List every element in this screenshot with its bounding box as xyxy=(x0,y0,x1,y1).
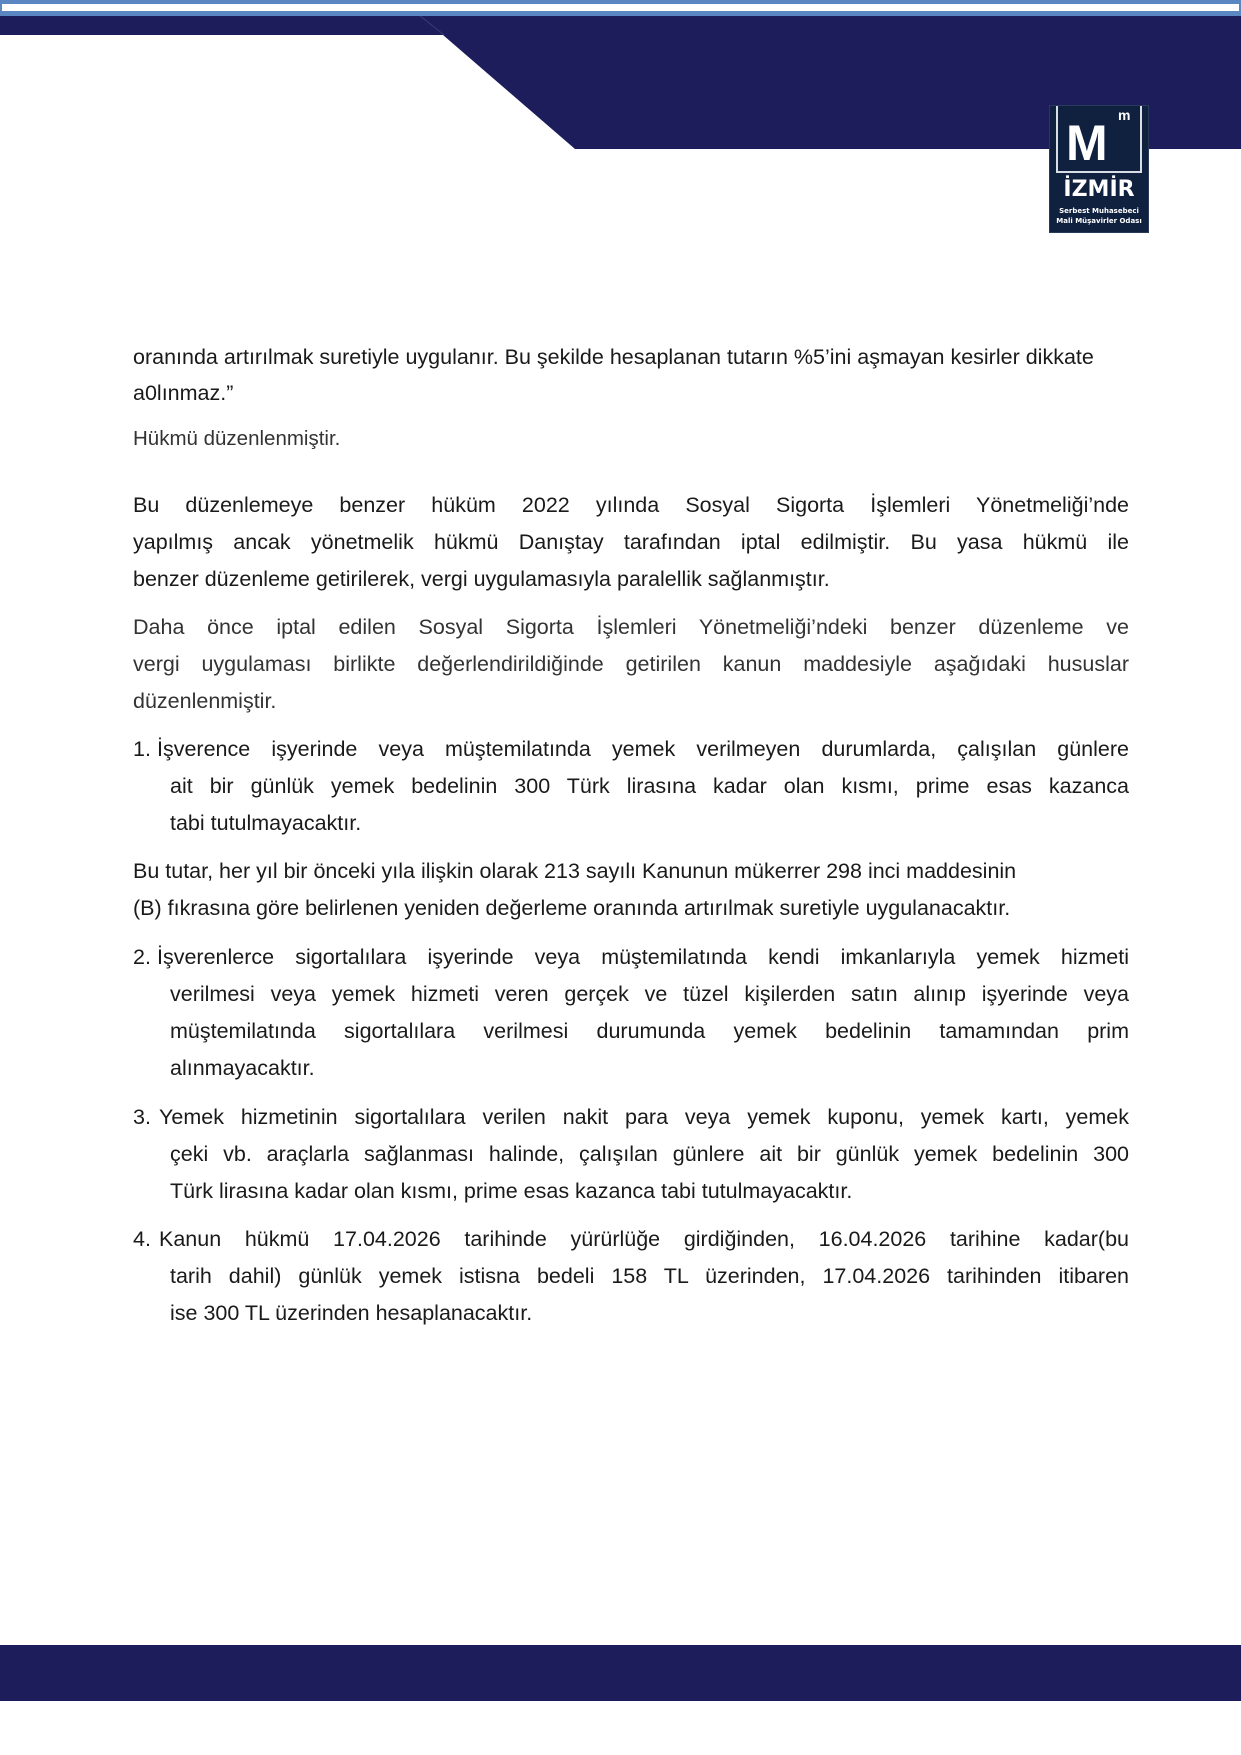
quote-line-1: oranında artırılmak suretiyle uygulanır. Bu şekilde hesaplanan tutarın %5’ini aşmayan kesirler dikkate xyxy=(133,345,1094,369)
logo-city-name: İZMİR xyxy=(1063,177,1135,202)
list-item-number: 3. xyxy=(133,1105,151,1129)
list-item-line: verilmesi veya yemek hizmeti veren gerçek ve tüzel kişilerden satın alınıp işyerinde veya xyxy=(170,982,1129,1006)
list-item-line: İşverenlerce sigortalılara işyerinde veya müştemilatında kendi imkanlarıyla yemek hizmeti xyxy=(157,945,1129,969)
list-item-line: Türk lirasına kadar olan kısmı, prime esas kazanca tabi tutulmayacaktır. xyxy=(170,1179,853,1203)
quote-line-2: a0lınmaz.” xyxy=(133,381,234,405)
logo-letter-m: M xyxy=(1066,115,1108,171)
list-item-line: Kanun hükmü 17.04.2026 tarihinde yürürlüğe girdiğinden, 16.04.2026 tarihine kadar(bu xyxy=(159,1227,1129,1251)
list-item-line: Yemek hizmetinin sigortalılara verilen nakit para veya yemek kuponu, yemek kartı, yemek xyxy=(159,1105,1129,1129)
list-item-number: 1. xyxy=(133,737,151,761)
list-item-number: 2. xyxy=(133,945,151,969)
list-item-number: 4. xyxy=(133,1227,151,1251)
note-line-1: Bu tutar, her yıl bir önceki yıla ilişkin olarak 213 sayılı Kanunun mükerrer 298 inci maddesinin xyxy=(133,859,1017,883)
list-item-line: alınmayacaktır. xyxy=(170,1056,315,1080)
note-line-2: (B) fıkrasına göre belirlenen yeniden değerleme oranında artırılmak suretiyle uygulanacaktır. xyxy=(133,896,1011,920)
list-item-line: müştemilatında sigortalılara verilmesi durumunda yemek bedelinin tamamından prim xyxy=(170,1019,1129,1043)
logo-superscript-m: m xyxy=(1118,107,1131,123)
hukmu-text: Hükmü düzenlenmiştir. xyxy=(133,427,341,450)
izmir-smmmo-logo xyxy=(1049,105,1149,233)
list-item-line: İşverence işyerinde veya müştemilatında yemek verilmeyen durumlarda, çalışılan günlere xyxy=(157,737,1129,761)
paragraph1-line3: benzer düzenleme getirilerek, vergi uygulamasıyla paralellik sağlanmıştır. xyxy=(133,567,830,591)
list-item-line: ise 300 TL üzerinden hesaplanacaktır. xyxy=(170,1301,533,1325)
page-footer-band xyxy=(0,1645,1241,1701)
paragraph2-line1: Daha önce iptal edilen Sosyal Sigorta İşlemleri Yönetmeliği’ndeki benzer düzenleme ve xyxy=(133,615,1129,639)
list-item-line: tabi tutulmayacaktır. xyxy=(170,811,362,835)
logo-subtitle-line1: Serbest Muhasebeci xyxy=(1059,207,1139,215)
paragraph2-line3: düzenlenmiştir. xyxy=(133,689,277,713)
list-item-line: çeki vb. araçlarla sağlanması halinde, çalışılan günlere ait bir günlük yemek bedelinin 300 xyxy=(170,1142,1129,1166)
paragraph2-line2: vergi uygulaması birlikte değerlendirildiğinde getirilen kanun maddesiyle aşağıdaki hususlar xyxy=(133,652,1129,676)
page-header xyxy=(0,0,1241,300)
logo-subtitle-line2: Mali Müşavirler Odası xyxy=(1056,217,1142,225)
header-double-rule xyxy=(0,0,1241,16)
paragraph1-line2: yapılmış ancak yönetmelik hükmü Danıştay tarafından iptal edilmiştir. Bu yasa hükmü ile xyxy=(133,530,1129,554)
list-item-line: tarih dahil) günlük yemek istisna bedeli 158 TL üzerinden, 17.04.2026 tarihinden itibaren xyxy=(170,1264,1129,1288)
paragraph1-line1: Bu düzenlemeye benzer hüküm 2022 yılında Sosyal Sigorta İşlemleri Yönetmeliği’nde xyxy=(133,493,1129,517)
list-item-line: ait bir günlük yemek bedelinin 300 Türk lirasına kadar olan kısmı, prime esas kazanca xyxy=(170,774,1129,798)
